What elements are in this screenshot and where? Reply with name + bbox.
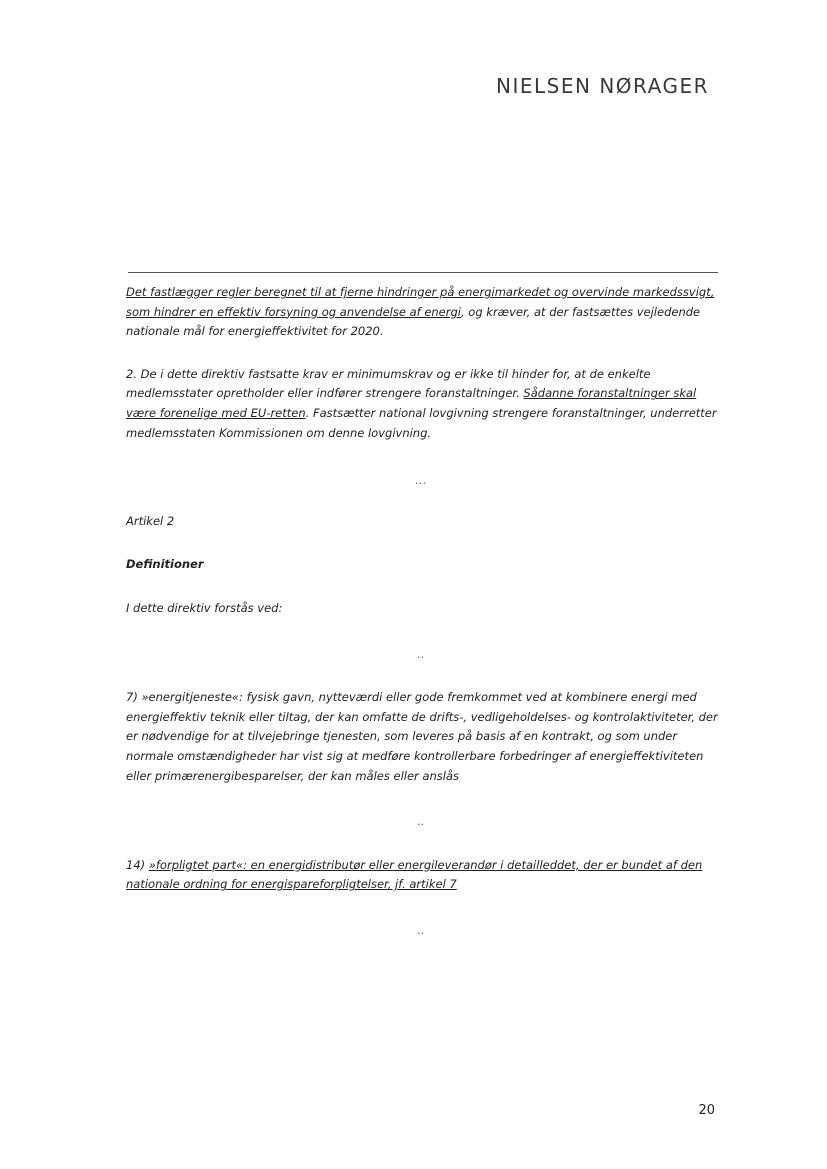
item-14-underlined: »forpligtet part«: en energidistributør eller energileverandør i detailleddet, der er bundet af den nationale ordning for energispareforpligtelser, jf. artikel 7 (126, 857, 703, 892)
paragraph-1-underlined: Det fastlægger regler beregnet til at fjerne hindringer på energimarkedet og overvinde markedssvigt, som hindrer en effektiv forsyning og anvendelse af energi (126, 285, 715, 319)
page-number: 20 (698, 1103, 715, 1118)
document-body (126, 283, 726, 940)
ellipsis: … (415, 473, 427, 488)
footnote-divider (128, 272, 718, 273)
ellipsis: .. (417, 814, 425, 829)
paragraph-1 (126, 283, 726, 342)
item-14-prefix: 14) (126, 857, 149, 872)
paragraph-1-rest: , og kræver, at der fastsættes vejledende nationale mål for energieffektivitet for 2020. (126, 304, 701, 339)
paragraph-2-after: . Fastsætter national lovgivning strengere foranstaltninger, underretter medlemsstaten Kommissionen om denne lovgivning. (126, 405, 717, 440)
definitions-heading: Definitioner (126, 557, 204, 572)
article-heading: Artikel 2 (126, 513, 175, 528)
definitions-intro: I dette direktiv forstås ved: (126, 600, 283, 615)
ellipsis: .. (417, 646, 425, 661)
paragraph-2-before: 2. De i dette direktiv fastsatte krav er minimumskrav og er ikke til hinder for, at de enkelte medlemsstater opretholder eller indfører strengere foranstaltninger. (126, 366, 651, 401)
company-logo: NIELSEN NØRAGER (496, 74, 709, 98)
ellipsis: .. (417, 922, 425, 937)
definition-item-14 (126, 856, 726, 895)
paragraph-2-underlined: Sådanne foranstaltninger skal være forenelige med EU-retten (126, 386, 697, 420)
definition-item-7: 7) »energitjeneste«: fysisk gavn, nytteværdi eller gode fremkommet ved at kombinere energi med energieffektiv teknik eller tiltag, der kan omfatte de drifts-, vedligeholdelses- og kontrolaktiviteter, der er nødvendige for at tilvejebringe tjenesten, som leveres på basis af en kontrakt, og som under normale omstændigheder har vist sig at medføre kontrollerbare forbedringer af energieffektiviteten eller primærenergibesparelser, der kan måles eller anslås (126, 690, 718, 783)
paragraph-2 (126, 365, 726, 443)
